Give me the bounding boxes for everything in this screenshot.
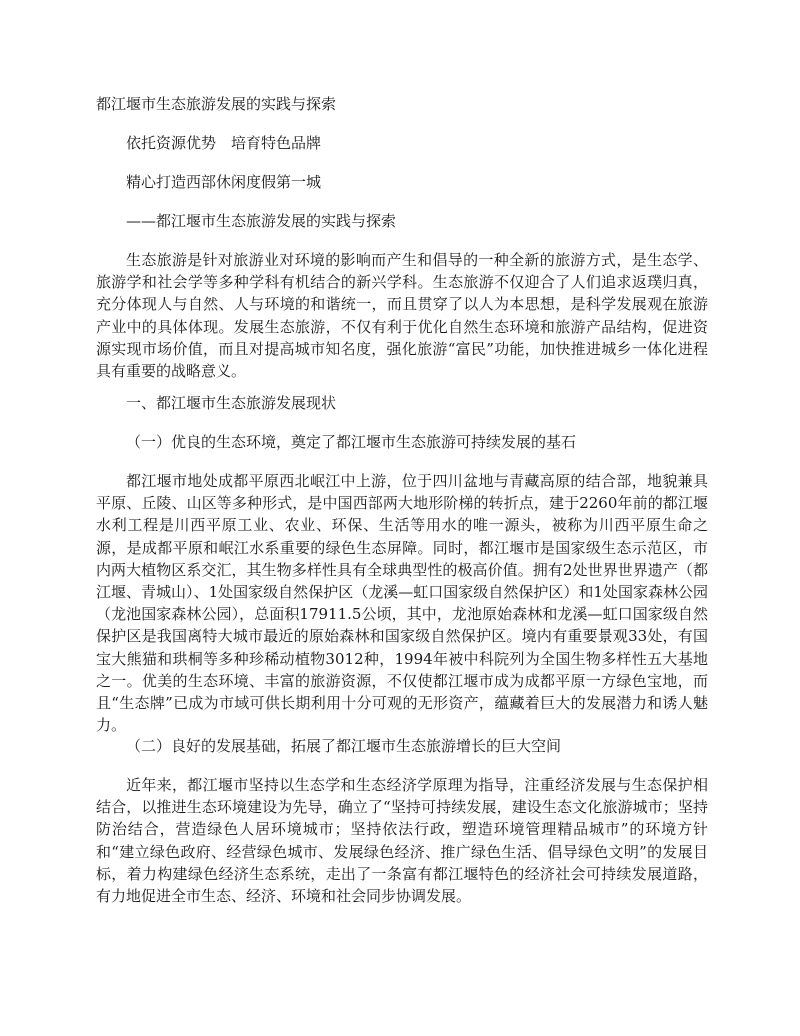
subsection-1-heading: （一）优良的生态环境，奠定了都江堰市生态旅游可持续发展的基石 [126, 433, 577, 451]
section-1-heading: 一、都江堰市生态旅游发展现状 [126, 394, 337, 412]
subsection-2-body: 近年来，都江堰市坚持以生态学和生态经济学原理为指导，注重经济发展与生态保护相结合，以推进生态环境建设为先导，确立了“坚持可持续发展，建设生态文化旅游城市；坚持防治结合，营造绿色人居环境城市；坚持依法行政，塑造环境管理精品城市”的环境方针和“建立绿色政府、经营绿色城市、发展绿色经济、推广绿色生活、倡导绿色文明”的发展目标，着力构建绿色经济生态系统，走出了一条富有都江堰特色的经济社会可持续发展道路，有力地促进全市生态、经济、环境和社会同步协调发展。 [96, 776, 708, 906]
subsection-1-body: 都江堰市地处成都平原西北岷江中上游，位于四川盆地与青藏高原的结合部，地貌兼具平原、丘陵、山区等多种形式，是中国西部两大地形阶梯的转折点，建于2260年前的都江堰水利工程是川西平原工业、农业、环保、生活等用水的唯一源头，被称为川西平原生命之源，是成都平原和岷江水系重要的绿色生态屏障。同时，都江堰市是国家级生态示范区，市内两大植物区系交汇，其生物多样性具有全球典型性的极高价值。拥有2处世界世界遗产（都江堰、青城山）、1处国家级自然保护区（龙溪—虹口国家级自然保护区）和1处国家森林公园（龙池国家森林公园），总面积17911.5公顷，其中，龙池原始森林和龙溪—虹口国家级自然保护区是我国离特大城市最近的原始森林和国家级自然保护区。境内有重要景观33处，有国宝大熊猫和珙桐等多种珍稀动植物3012种，1994年被中科院列为全国生物多样性五大基地之一。优美的生态环境、丰富的旅游资源，不仅使都江堰市成为成都平原一方绿色宝地，而且“生态牌”已成为市域可供长期利用十分可观的无形资产，蕴藏着巨大的发展潜力和诱人魅力。 [96, 472, 708, 735]
document-subtitle-1: 依托资源优势 培育特色品牌 [126, 134, 322, 152]
document-title: 都江堰市生态旅游发展的实践与探索 [96, 95, 337, 113]
document-subtitle-2: 精心打造西部休闲度假第一城 [126, 173, 322, 191]
subsection-2-heading: （二）良好的发展基础，拓展了都江堰市生态旅游增长的巨大空间 [126, 737, 562, 755]
intro-paragraph: 生态旅游是针对旅游业对环境的影响而产生和倡导的一种全新的旅游方式，是生态学、旅游学和社会学等多种学科有机结合的新兴学科。生态旅游不仅迎合了人们追求返璞归真，充分体现人与自然、人与环境的和谐统一，而且贯穿了以人为本思想，是科学发展观在旅游产业中的具体体现。发展生态旅游，不仅有利于优化自然生态环境和旅游产品结构，促进资源实现市场价值，而且对提高城市知名度，强化旅游“富民”功能，加快推进城乡一体化进程具有重要的战略意义。 [96, 251, 708, 381]
document-subtitle-3: ——都江堰市生态旅游发展的实践与探索 [126, 212, 397, 230]
